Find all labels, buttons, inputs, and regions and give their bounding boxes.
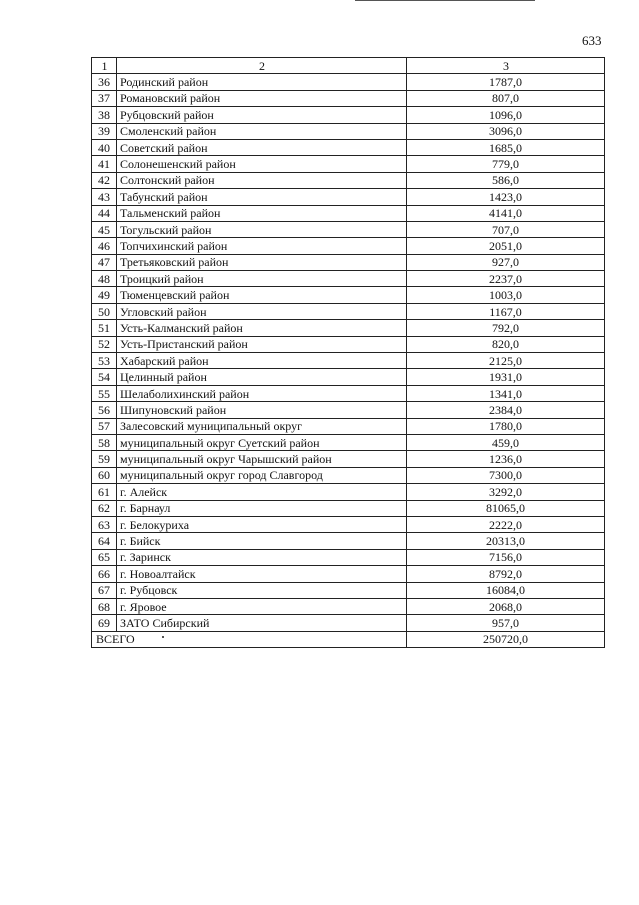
row-number: 60 <box>92 467 117 483</box>
row-number: 56 <box>92 402 117 418</box>
row-name: Тальменский район <box>117 205 407 221</box>
row-name: Солтонский район <box>117 172 407 188</box>
table-row <box>92 205 605 221</box>
page-number: 633 <box>582 33 602 48</box>
row-name: Романовский район <box>117 90 407 106</box>
row-name: г. Новоалтайск <box>117 566 407 582</box>
row-value: 2051,0 <box>407 238 605 254</box>
table-row <box>92 385 605 401</box>
row-number: 54 <box>92 369 117 385</box>
row-name: г. Яровое <box>117 598 407 614</box>
table-row <box>92 500 605 516</box>
row-name: Тюменцевский район <box>117 287 407 303</box>
row-number: 58 <box>92 434 117 450</box>
row-number: 42 <box>92 172 117 188</box>
row-value: 1780,0 <box>407 418 605 434</box>
table-row <box>92 123 605 139</box>
row-name: ЗАТО Сибирский <box>117 615 407 631</box>
total-value: 250720,0 <box>407 631 605 647</box>
table-row <box>92 582 605 598</box>
row-number: 67 <box>92 582 117 598</box>
table-row <box>92 598 605 614</box>
row-name: Третьяковский район <box>117 254 407 270</box>
table-row <box>92 221 605 237</box>
row-value: 4141,0 <box>407 205 605 221</box>
row-number: 64 <box>92 533 117 549</box>
header-col-number: 1 <box>92 58 117 74</box>
table-row <box>92 402 605 418</box>
row-value: 1685,0 <box>407 139 605 155</box>
row-value: 820,0 <box>407 336 605 352</box>
table-row <box>92 90 605 106</box>
row-value: 2222,0 <box>407 516 605 532</box>
row-number: 66 <box>92 566 117 582</box>
row-number: 43 <box>92 189 117 205</box>
row-value: 1931,0 <box>407 369 605 385</box>
row-number: 59 <box>92 451 117 467</box>
row-value: 1096,0 <box>407 107 605 123</box>
header-col-name: 2 <box>117 58 407 74</box>
row-number: 41 <box>92 156 117 172</box>
row-name: Тогульский район <box>117 221 407 237</box>
row-value: 1003,0 <box>407 287 605 303</box>
row-value: 1341,0 <box>407 385 605 401</box>
row-number: 53 <box>92 353 117 369</box>
table-row <box>92 484 605 500</box>
row-value: 8792,0 <box>407 566 605 582</box>
table-header-row <box>92 58 605 74</box>
row-number: 57 <box>92 418 117 434</box>
row-number: 63 <box>92 516 117 532</box>
row-name: Рубцовский район <box>117 107 407 123</box>
row-value: 3096,0 <box>407 123 605 139</box>
table-body <box>92 58 605 648</box>
row-number: 40 <box>92 139 117 155</box>
row-value: 3292,0 <box>407 484 605 500</box>
table-row <box>92 336 605 352</box>
table-row <box>92 172 605 188</box>
row-value: 586,0 <box>407 172 605 188</box>
total-label: ВСЕГО <box>92 631 407 647</box>
table-row <box>92 369 605 385</box>
row-number: 46 <box>92 238 117 254</box>
row-number: 44 <box>92 205 117 221</box>
row-name: г. Бийск <box>117 533 407 549</box>
row-name: г. Белокуриха <box>117 516 407 532</box>
row-number: 49 <box>92 287 117 303</box>
table-row <box>92 107 605 123</box>
table-row <box>92 566 605 582</box>
row-name: муниципальный округ город Славгород <box>117 467 407 483</box>
table-row <box>92 516 605 532</box>
table-row <box>92 238 605 254</box>
row-name: г. Заринск <box>117 549 407 565</box>
row-value: 957,0 <box>407 615 605 631</box>
row-value: 792,0 <box>407 320 605 336</box>
table-row <box>92 139 605 155</box>
row-number: 65 <box>92 549 117 565</box>
table-row <box>92 615 605 631</box>
table-row <box>92 451 605 467</box>
row-value: 807,0 <box>407 90 605 106</box>
table-total-row <box>92 631 605 647</box>
row-number: 68 <box>92 598 117 614</box>
table-row <box>92 549 605 565</box>
row-name: г. Алейск <box>117 484 407 500</box>
row-value: 1423,0 <box>407 189 605 205</box>
scan-mark-top <box>355 0 535 1</box>
table-row <box>92 353 605 369</box>
table-row <box>92 189 605 205</box>
row-value: 1787,0 <box>407 74 605 90</box>
table-row <box>92 320 605 336</box>
row-number: 45 <box>92 221 117 237</box>
row-number: 61 <box>92 484 117 500</box>
table-row <box>92 74 605 90</box>
table-row <box>92 287 605 303</box>
row-number: 37 <box>92 90 117 106</box>
row-name: г. Рубцовск <box>117 582 407 598</box>
row-name: Угловский район <box>117 303 407 319</box>
table-row <box>92 254 605 270</box>
row-name: г. Барнаул <box>117 500 407 516</box>
row-number: 55 <box>92 385 117 401</box>
row-value: 2068,0 <box>407 598 605 614</box>
row-number: 36 <box>92 74 117 90</box>
row-name: Шипуновский район <box>117 402 407 418</box>
row-number: 47 <box>92 254 117 270</box>
row-number: 52 <box>92 336 117 352</box>
row-value: 707,0 <box>407 221 605 237</box>
row-value: 2125,0 <box>407 353 605 369</box>
row-name: муниципальный округ Чарышский район <box>117 451 407 467</box>
row-number: 50 <box>92 303 117 319</box>
table-row <box>92 533 605 549</box>
row-number: 69 <box>92 615 117 631</box>
row-name: Хабарский район <box>117 353 407 369</box>
row-name: Солонешенский район <box>117 156 407 172</box>
row-value: 7156,0 <box>407 549 605 565</box>
row-name: Целинный район <box>117 369 407 385</box>
row-value: 2384,0 <box>407 402 605 418</box>
table-row <box>92 418 605 434</box>
row-name: Родинский район <box>117 74 407 90</box>
row-value: 1236,0 <box>407 451 605 467</box>
row-value: 779,0 <box>407 156 605 172</box>
row-name: Смоленский район <box>117 123 407 139</box>
row-value: 927,0 <box>407 254 605 270</box>
row-value: 2237,0 <box>407 271 605 287</box>
table-row <box>92 156 605 172</box>
row-name: Советский район <box>117 139 407 155</box>
row-name: Топчихинский район <box>117 238 407 254</box>
row-number: 51 <box>92 320 117 336</box>
row-value: 459,0 <box>407 434 605 450</box>
header-col-value: 3 <box>407 58 605 74</box>
row-value: 81065,0 <box>407 500 605 516</box>
row-name: Залесовский муниципальный округ <box>117 418 407 434</box>
row-number: 62 <box>92 500 117 516</box>
table-row <box>92 467 605 483</box>
row-number: 38 <box>92 107 117 123</box>
row-name: муниципальный округ Суетский район <box>117 434 407 450</box>
table-row <box>92 303 605 319</box>
row-name: Шелаболихинский район <box>117 385 407 401</box>
row-name: Троицкий район <box>117 271 407 287</box>
row-name: Усть-Калманский район <box>117 320 407 336</box>
table-row <box>92 271 605 287</box>
row-value: 1167,0 <box>407 303 605 319</box>
row-value: 20313,0 <box>407 533 605 549</box>
row-name: Табунский район <box>117 189 407 205</box>
row-value: 16084,0 <box>407 582 605 598</box>
row-number: 39 <box>92 123 117 139</box>
row-name: Усть-Пристанский район <box>117 336 407 352</box>
budget-table <box>91 57 605 648</box>
row-number: 48 <box>92 271 117 287</box>
table-row <box>92 434 605 450</box>
row-value: 7300,0 <box>407 467 605 483</box>
